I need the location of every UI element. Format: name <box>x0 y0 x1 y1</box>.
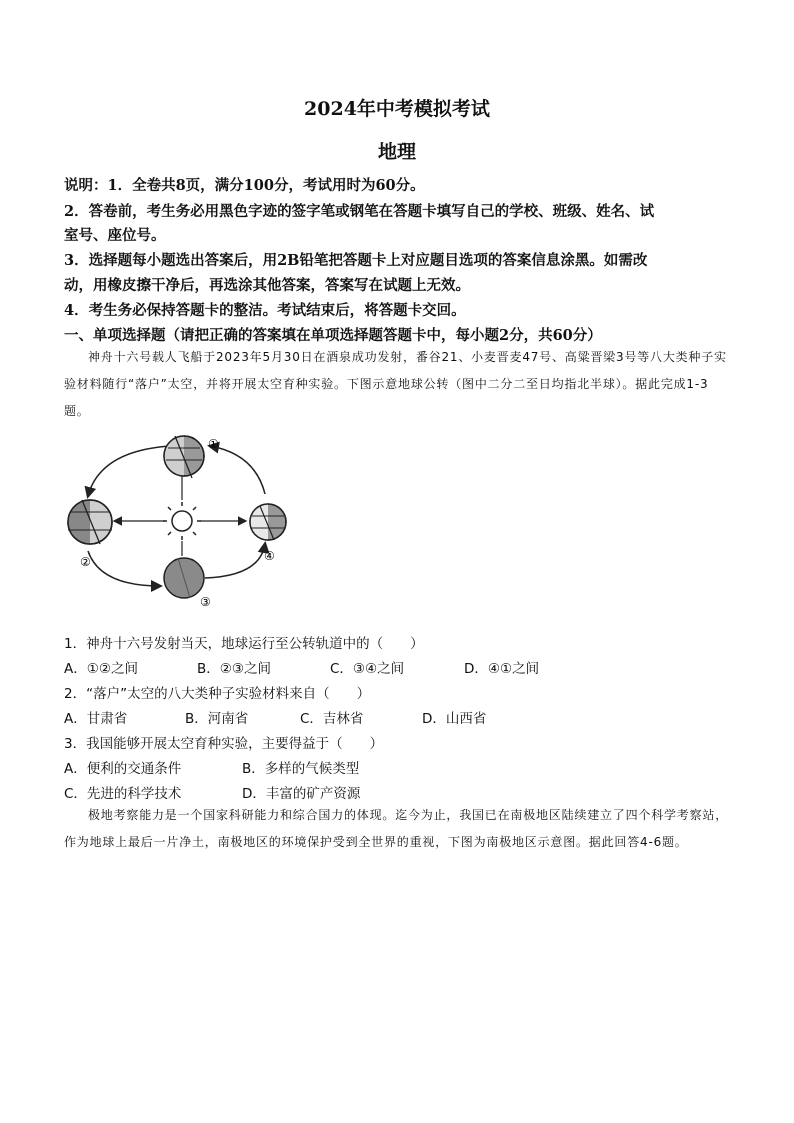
option-b: B．河南省 <box>185 711 249 727</box>
instruction-line: 3．选择题每小题选出答案后，用2B铅笔把答题卡上对应题目选项的答案信息涂黑。如需改 <box>64 252 648 269</box>
option-d: D．丰富的矿产资源 <box>242 786 361 802</box>
question-stem: 1．神舟十六号发射当天，地球运行至公转轨道中的（ ） <box>64 636 424 652</box>
position-label: ④ <box>264 549 275 563</box>
option-a: A．便利的交通条件 <box>64 761 182 777</box>
option-c: C．吉林省 <box>300 711 364 727</box>
option-d: D．④①之间 <box>464 661 540 677</box>
option-b: B．多样的气候类型 <box>242 761 360 777</box>
exam-title: 2024年中考模拟考试 <box>304 98 490 120</box>
orbit-arc <box>205 544 265 578</box>
section-heading: 一、单项选择题（请把正确的答案填在单项选择题答题卡中，每小题2分，共60分） <box>64 327 602 344</box>
option-c: C．③④之间 <box>330 661 405 677</box>
earth-revolution-diagram <box>60 426 290 616</box>
question-stem: 3．我国能够开展太空育种实验，主要得益于（ ） <box>64 736 384 752</box>
passage-shenzhou: 神舟十六号载人飞船于2023年5月30日在酒泉成功发射，番谷21、小麦晋麦47号、高粱晋梁3号等八大类种子实验材料随行“落户”太空，并将开展太空育种实验。下图示意地球公转（图中二分二至日均指北半球）。据此完成1-3题。 <box>64 350 727 418</box>
position-label: ③ <box>200 595 211 609</box>
earth-position-4 <box>250 504 286 540</box>
earth-position-2 <box>68 500 112 544</box>
subject-title: 地理 <box>377 141 416 163</box>
passage-antarctica: 极地考察能力是一个国家科研能力和综合国力的体现。迄今为止，我国已在南极地区陆续建立了四个科学考察站，作为地球上最后一片净土，南极地区的环境保护受到全世界的重视，下图为南极地区示意图。据此回答4-6题。 <box>64 808 729 849</box>
option-a: A．甘肃省 <box>64 711 128 727</box>
instruction-line: 室号、座位号。 <box>64 227 166 244</box>
position-label: ① <box>208 437 219 451</box>
option-a: A．①②之间 <box>64 661 138 677</box>
orbit-arc <box>210 446 265 494</box>
earth-position-1 <box>164 436 204 478</box>
instruction-line: 4．考生务必保持答题卡的整洁。考试结束后，将答题卡交回。 <box>64 302 466 319</box>
position-label: ② <box>80 555 91 569</box>
option-b: B．②③之间 <box>197 661 271 677</box>
instruction-line: 说明：1．全卷共8页，满分100分，考试用时为60分。 <box>64 177 425 194</box>
orbit-arc <box>88 446 170 496</box>
earth-position-3 <box>164 558 204 598</box>
question-stem: 2．“落户”太空的八大类种子实验材料来自（ ） <box>64 686 371 702</box>
option-d: D．山西省 <box>422 711 487 727</box>
sun-icon <box>163 502 201 540</box>
orbit-arc <box>88 551 160 586</box>
option-c: C．先进的科学技术 <box>64 786 182 802</box>
instruction-line: 2．答卷前，考生务必用黑色字迹的签字笔或钢笔在答题卡填写自己的学校、班级、姓名、试 <box>64 203 655 220</box>
instruction-line: 动，用橡皮擦干净后，再选涂其他答案，答案写在试题上无效。 <box>64 277 470 294</box>
